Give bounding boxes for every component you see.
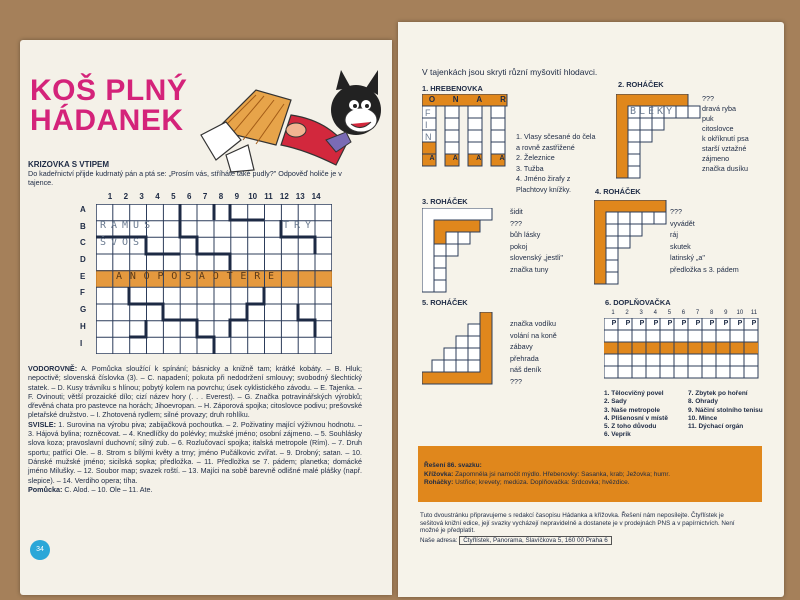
puzzle6-clues-left <box>604 390 694 440</box>
row-letter: F <box>80 288 85 298</box>
puzzle1-clue: 2. Železnice <box>516 153 555 162</box>
puzzle3-clue: šidit <box>510 207 523 216</box>
cat-with-basket-illustration <box>196 60 386 180</box>
puzzle1-letter: N <box>452 95 459 104</box>
puzzle6-clues-right <box>688 390 778 431</box>
puzzle1-top-letters <box>425 95 510 104</box>
corner-puzzle-4-grid[interactable] <box>594 200 674 290</box>
puzzle6-clue: 2. Sady <box>604 398 627 406</box>
puzzle3-clue: ??? <box>510 218 522 228</box>
puzzle1-letter: A <box>476 155 482 162</box>
puzzle1-handwritten-letter: N <box>425 132 432 142</box>
handwritten-answer-a2: TRY <box>283 220 317 231</box>
puzzle2-clue: značka dusíku <box>702 164 748 173</box>
footer-note: Tuto dvoustránku připravujeme s redakcí časopisu Hádanka a křížovka. Řešení nám neposílejte. Čtyřlístek je sešitová knižní edice, její svazky vycházejí nepravidelně a dostanete je v prodejnách PNS a v papírnictvích. Není možné je předplatit. <box>420 512 735 535</box>
column-number: 13 <box>295 192 305 201</box>
hint-text: C. Alod. – 10. Ole – 11. Ate. <box>64 484 153 494</box>
puzzle3-title: 3. ROHÁČEK <box>422 197 468 206</box>
puzzle6-letter: P <box>723 320 729 327</box>
crossword-section-title: KRIZOVKA S VTIPEM <box>28 160 110 169</box>
column-number: 4 <box>155 192 160 201</box>
puzzle1-clue: 1. Vlasy sčesané do čela a rovně zastřižené <box>516 132 596 152</box>
puzzle6-column-number: 1 <box>611 310 615 316</box>
puzzle6-letter: P <box>737 320 743 327</box>
puzzle6-clue: 3. Naše metropole <box>604 406 660 414</box>
column-number: 10 <box>248 192 258 201</box>
solution-line-1 <box>424 471 754 479</box>
crossword-clues <box>28 364 362 494</box>
puzzle3-clue: pokoj <box>510 241 528 251</box>
puzzle6-column-number: 5 <box>667 310 672 316</box>
puzzle6-clue: 4. Plišenosní v místě <box>604 414 668 422</box>
puzzle6-column-number: 3 <box>639 310 643 316</box>
puzzle4-clue: latinský „a" <box>670 253 705 262</box>
column-number: 8 <box>218 192 224 201</box>
puzzle1-letter: R <box>500 95 506 104</box>
puzzle5-title: 5. ROHÁČEK <box>422 298 468 307</box>
puzzle4-clues <box>670 206 780 275</box>
solution-title: Řešení 86. svazku: <box>424 462 482 469</box>
puzzle6-letter: P <box>639 320 645 327</box>
puzzle1-letter: A <box>476 95 483 104</box>
puzzle5-clue: volání na koně <box>510 330 557 340</box>
column-number: 3 <box>139 192 144 201</box>
puzzle6-letter: P <box>653 320 659 327</box>
crossword-column-numbers <box>102 192 324 202</box>
puzzle1-clues <box>516 132 598 195</box>
puzzle1-clue: 4. Jméno žirafy z Plachtovy knížky. <box>516 174 571 194</box>
solution-line-1-text: Zapomněla jsi namočit mýdlo. Hřebenovky: Sasanka, krab; Ježovka; humr. <box>455 471 671 478</box>
puzzle5-clues <box>510 318 600 387</box>
puzzle6-clue: 1. Tělocvičný povel <box>604 390 664 397</box>
column-number: 2 <box>123 192 129 201</box>
puzzle4-clue: předložka s 3. pádem <box>670 264 739 274</box>
title-line-2: HÁDANEK <box>30 104 184 137</box>
horizontal-clues: A. Pomůcka sloužící k spínání; básnicky a knižně tam; krátké kobáty. – B. Hluk; nepoctivě; slovenská číslovka (3). – C. napadení; pokuta při nedodržení smlouvy; svobodný šlechtický statek. – D. Kusy trávníku s hlínou; pobytý kolem na povrchu; úsek cyklistického závodu. – E. Tajenka. – F. Ovinouti; větší prozaické dílo; cizí název hory (. . . Everest). – G. Značka potravinářských výrobků; dřevěná chata pro pastevce na horách; Jihoevropan. – H. Záporová spojka; citoslovce podivu; prešovské pletařské družstvo. – I. Zhotovená rydlem; silné provazy; druh rohlíku. <box>28 364 362 420</box>
hint-label: Pomůcka: <box>28 484 63 494</box>
right-page <box>398 22 784 597</box>
puzzle6-column-number: 2 <box>625 310 629 316</box>
solution-line-1-label: Křížovka: <box>424 471 454 478</box>
puzzle5-clue: ??? <box>510 376 522 386</box>
puzzle6-column-number: 8 <box>709 310 714 316</box>
puzzle6-column-number: 4 <box>653 310 657 316</box>
puzzle3-clue: bůh lásky <box>510 230 541 239</box>
puzzle3-clue: slovenský „jestli" <box>510 253 563 262</box>
puzzle6-column-number: 11 <box>750 310 758 316</box>
puzzle2-clue: starší vztažné <box>702 144 747 153</box>
vertical-label: SVISLE: <box>28 419 56 429</box>
crossword-intro: Do kadeřnictví přijde kudrnatý pán a ptá se: „Prosím vás, stříháte také pudly?" Odpověď holiče je v tajence. <box>28 169 342 188</box>
puzzle6-letter: P <box>611 320 617 327</box>
vertical-clues: 1. Surovina na výrobu piva; zabijačková pochoutka. – 2. Poživatiny mající výživnou hodnotu. – 3. Hájová bylina; rozněcovat. – 4. Knedlíčky do polévky; mužské jméno; osobní zájmeno. – 5. Souhlásky slova koza; pravoslavní duchovní; silný zub. – 6. Rozlučovací spojka; italská metropole (Rím). – 7. Druh sportu; patříci Ole. – 8. Strom s bílými květy a trny; jméno Pučálkovic zvířat. – 9. Drobný; satan. – 10. Dánské mužské jméno; sicilská sopka; předložka. – 11. Předložka se 7. pádem; planetka; domácké jméno Milušky. – 12. Soubor map; svazek roští. – 13. Majíci na sobě barevně odlišné malé plášky (např. slepice). – 14. Verdiho opera; tíha. <box>28 419 362 485</box>
puzzle4-clue: ??? <box>670 207 682 216</box>
handwritten-answer-b: ŠVOS <box>100 237 145 248</box>
column-number: 7 <box>202 192 208 201</box>
puzzle5-clue: zábavy <box>510 342 533 351</box>
puzzle2-clue: citoslovce <box>702 124 734 133</box>
puzzle6-letter: P <box>681 320 687 327</box>
column-number: 1 <box>107 192 113 201</box>
puzzle2-clue: ??? <box>702 94 714 103</box>
puzzle6-clue: 11. Dýchací orgán <box>688 423 744 431</box>
handwritten-answer-a: RAMUS <box>100 220 156 231</box>
puzzle2-clue: puk <box>702 114 714 123</box>
puzzle6-clue: 5. Z toho důvodu <box>604 423 657 431</box>
solution-line-2 <box>424 479 754 487</box>
puzzle6-column-number: 9 <box>724 310 728 316</box>
puzzle6-column-number: 6 <box>681 310 686 316</box>
solution-box <box>418 446 762 502</box>
puzzle1-letter: A <box>452 155 458 162</box>
corner-puzzle-5-grid[interactable] <box>422 312 502 392</box>
horizontal-label: VODOROVNĚ: <box>28 364 78 373</box>
puzzle1-handwritten-letter: I <box>425 120 428 130</box>
puzzle1-letter: O <box>428 95 436 104</box>
puzzle2-clue: k okříknutí psa <box>702 134 749 143</box>
column-number: 6 <box>187 192 192 201</box>
address-label: Naše adresa: <box>420 537 458 544</box>
puzzle5-clue: přehrada <box>510 353 539 363</box>
column-number: 9 <box>234 192 240 201</box>
row-letter: G <box>80 305 87 315</box>
puzzle4-title: 4. ROHÁČEK <box>595 187 641 196</box>
puzzle6-column-numbers <box>606 310 761 316</box>
page-number-badge <box>30 540 50 560</box>
puzzle6-letter: P <box>709 320 715 327</box>
puzzle1-left-letters <box>425 107 435 143</box>
row-letter: I <box>80 338 83 348</box>
left-page <box>20 40 392 595</box>
puzzle6-column-number: 10 <box>736 310 744 316</box>
column-number: 11 <box>264 192 273 201</box>
column-number: 12 <box>279 192 289 201</box>
row-letter: E <box>80 271 86 281</box>
puzzle6-column-number: 7 <box>695 310 700 316</box>
puzzle4-clue: vyvádět <box>670 218 695 228</box>
puzzle5-clue: náš deník <box>510 365 542 374</box>
puzzle2-clue: dravá ryba <box>702 104 736 113</box>
row-letter: C <box>80 238 86 248</box>
puzzle1-bottom-letters <box>425 155 509 162</box>
column-number: 14 <box>311 192 321 201</box>
puzzle1-clue: 3. Tužba <box>516 163 544 173</box>
puzzle2-clues <box>702 94 782 174</box>
page-number: 34 <box>36 546 44 553</box>
puzzle1-title: 1. HREBENOVKA <box>422 84 483 93</box>
right-heading: V tajenkách jsou skryti různí myšovití hlodavci. <box>422 67 598 77</box>
puzzle1-letter: A <box>429 155 435 162</box>
row-letter: B <box>80 221 86 231</box>
column-number: 5 <box>171 192 176 201</box>
puzzle6-clue: 8. Ohrady <box>688 398 718 406</box>
solution-line-2-text: Ustřice; krevety; medúza. Doplňovačka: Srdcovka; hvězdice. <box>455 479 630 486</box>
handwritten-answer-tajenka: ANOPOSAOTERE <box>116 271 282 282</box>
puzzle6-letter: P <box>695 320 701 327</box>
puzzle6-letter: P <box>625 320 631 327</box>
solution-line-2-label: Roháčky: <box>424 479 454 486</box>
puzzle4-clue: ráj <box>670 230 678 239</box>
puzzle6-clue: 6. Veprik <box>604 431 631 439</box>
puzzle6-letter: P <box>667 320 673 327</box>
puzzle2-clue: zájmeno <box>702 154 730 163</box>
row-letter: A <box>80 205 86 214</box>
comb-puzzle-grid[interactable] <box>422 94 512 174</box>
puzzle3-clues <box>510 206 600 275</box>
puzzle4-clue: skutek <box>670 241 691 251</box>
puzzle2-title: 2. ROHÁČEK <box>618 80 664 89</box>
puzzle6-letter: P <box>751 320 757 327</box>
puzzle5-clue: značka vodíku <box>510 319 556 328</box>
row-letter: H <box>80 321 86 331</box>
row-letter: D <box>80 255 86 265</box>
corner-puzzle-3-grid[interactable] <box>422 208 502 293</box>
puzzle6-title: 6. DOPLŇOVAČKA <box>605 298 671 307</box>
puzzle2-handwriting: BLEKY <box>630 106 676 117</box>
title-line-1: KOŠ PLNÝ <box>30 74 188 107</box>
puzzle6-clue: 7. Zbytek po hoření <box>688 390 748 397</box>
puzzle6-letters <box>607 320 761 327</box>
puzzle1-handwritten-letter: F <box>425 108 431 118</box>
puzzle6-clue: 9. Náčiní stolního tenisu <box>688 406 763 414</box>
crossword-row-letters <box>80 205 90 355</box>
address-text: Čtyřlístek, Panorama, Slavíčkova 5, 160 00 Praha 6 <box>459 536 612 545</box>
address-line <box>420 537 750 544</box>
puzzle6-clue: 10. Mince <box>688 414 718 422</box>
puzzle1-letter: A <box>499 155 505 162</box>
puzzle3-clue: značka tuny <box>510 264 549 274</box>
fill-in-puzzle-grid[interactable] <box>604 318 764 380</box>
